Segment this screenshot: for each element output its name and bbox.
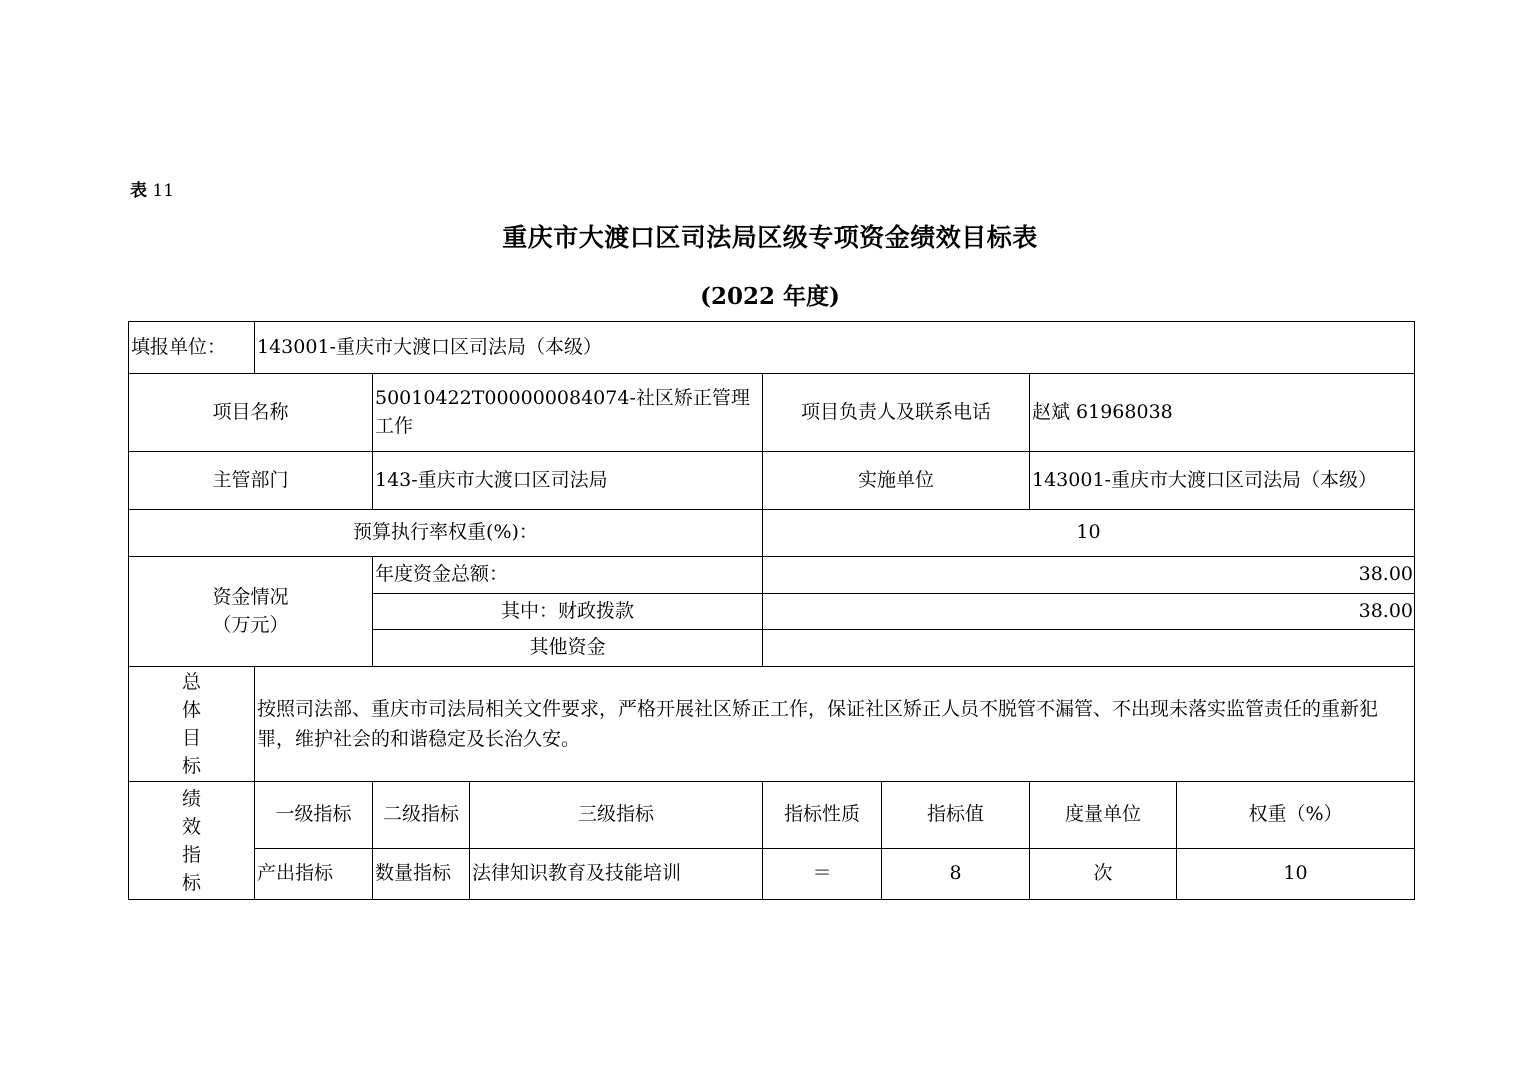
overall-goal-text: 按照司法部、重庆市司法局相关文件要求，严格开展社区矫正工作，保证社区矫正人员不脱管不漏管、不出现未落实监管责任的重新犯罪，维护社会的和谐稳定及长治久安。 [255, 667, 1415, 782]
annual-total-value: 38.00 [763, 557, 1415, 594]
perf-cell-nature: ＝ [763, 849, 882, 900]
project-name-value: 50010422T000000084074-社区矫正管理工作 [373, 374, 763, 452]
perf-cell-value: 8 [882, 849, 1030, 900]
project-name-row [129, 374, 1415, 452]
funds-label [129, 557, 373, 667]
perf-header-level2: 二级指标 [373, 782, 470, 849]
reporting-unit-row [129, 322, 1415, 374]
fiscal-value: 38.00 [763, 594, 1415, 630]
perf-cell-unit: 次 [1030, 849, 1177, 900]
perf-header-value: 指标值 [882, 782, 1030, 849]
page-subtitle: (2022 年度) [700, 283, 840, 310]
other-funds-label: 其他资金 [373, 630, 763, 667]
project-contact-value: 赵斌 61968038 [1030, 374, 1415, 452]
table-row [129, 849, 1415, 900]
perf-header-level1: 一级指标 [255, 782, 373, 849]
project-contact-label: 项目负责人及联系电话 [763, 374, 1030, 452]
department-row [129, 452, 1415, 510]
other-funds-value [763, 630, 1415, 667]
dept-label: 主管部门 [129, 452, 373, 510]
perf-header-nature: 指标性质 [763, 782, 882, 849]
dept-value: 143-重庆市大渡口区司法局 [373, 452, 763, 510]
budget-rate-label: 预算执行率权重(%)： [129, 510, 763, 557]
perf-cell-level3: 法律知识教育及技能培训 [470, 849, 763, 900]
perf-header-weight: 权重（%） [1177, 782, 1415, 849]
perf-header-row [129, 782, 1415, 849]
funds-label-line2: （万元） [212, 613, 289, 636]
perf-cell-level1: 产出指标 [255, 849, 373, 900]
annual-total-label: 年度资金总额： [373, 557, 763, 594]
performance-target-table [128, 321, 1415, 900]
impl-unit-value: 143001-重庆市大渡口区司法局（本级） [1030, 452, 1415, 510]
table-number: 表 11 [130, 181, 175, 201]
budget-rate-row [129, 510, 1415, 557]
funds-label-line1: 资金情况 [212, 585, 289, 608]
page-title: 重庆市大渡口区司法局区级专项资金绩效目标表 [502, 223, 1038, 252]
perf-cell-weight: 10 [1177, 849, 1415, 900]
perf-header-unit: 度量单位 [1030, 782, 1177, 849]
budget-rate-value: 10 [763, 510, 1415, 557]
project-name-label: 项目名称 [129, 374, 373, 452]
fiscal-label: 其中：财政拨款 [373, 594, 763, 630]
annual-total-row [129, 557, 1415, 594]
overall-goal-row [129, 667, 1415, 782]
impl-unit-label: 实施单位 [763, 452, 1030, 510]
perf-header-level3: 三级指标 [470, 782, 763, 849]
perf-indicator-label: 绩 效 指 标 [129, 782, 255, 900]
perf-cell-level2: 数量指标 [373, 849, 470, 900]
reporting-unit-label: 填报单位： [129, 322, 255, 374]
overall-goal-label: 总 体 目 标 [129, 667, 255, 782]
reporting-unit-value: 143001-重庆市大渡口区司法局（本级） [255, 322, 1415, 374]
